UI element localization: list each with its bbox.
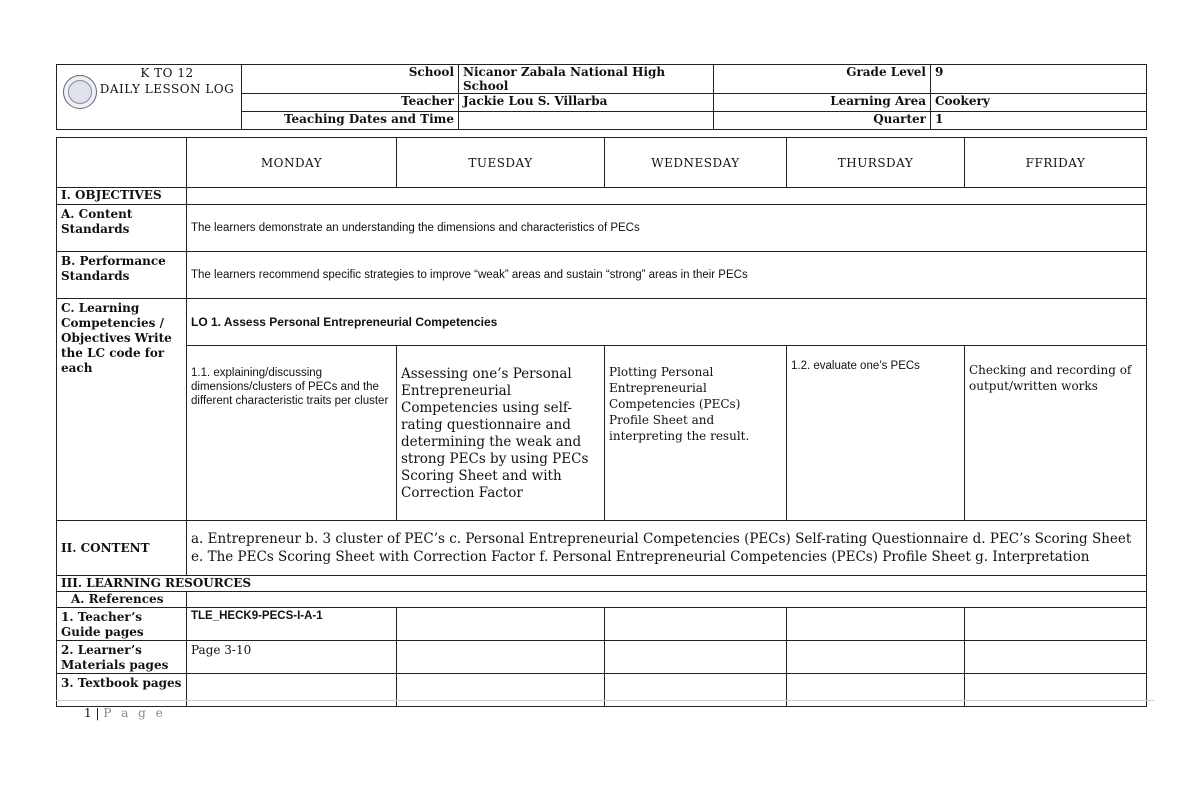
content-line1: a. Entrepreneur b. 3 cluster of PEC’s c. Personal Entrepreneurial Competencies (PECs) Self-rating Questionnaire d. PEC’s Scoring Sheet [191,531,1132,547]
footer-line [56,700,1154,701]
footer-sep: | [91,706,104,720]
learners-materials-monday: Page 3-10 [187,641,397,674]
content-text [187,521,1147,576]
content-standards-text: The learners demonstrate an understanding the dimensions and characteristics of PECs [187,205,1147,252]
performance-standards-text: The learners recommend specific strategies to improve “weak” areas and sustain “strong” areas in their PECs [187,252,1147,299]
competency-friday: Checking and recording of output/written works [965,346,1147,521]
learners-materials-row [57,641,1147,674]
references-row [57,592,1147,608]
teachers-guide-row [57,608,1147,641]
page-number: 1 [84,706,92,720]
competency-lo-row [57,299,1147,346]
page-footer [84,706,166,720]
teachers-guide-label: 1. Teacher’s Guide pages [57,608,187,641]
grade-value: 9 [931,65,1147,94]
teachers-guide-monday: TLE_HECK9-PECS-I-A-1 [187,608,397,641]
content-line2: e. The PECs Scoring Sheet with Correction Factor f. Personal Entrepreneurial Competencies (PECs) Profile Sheet g. Interpretation [191,549,1090,565]
lo-title: LO 1. Assess Personal Entrepreneurial Competencies [187,299,1147,346]
day-friday: FFRIDAY [965,138,1147,188]
quarter-label: Quarter [714,112,931,130]
quarter-value: 1 [931,112,1147,130]
dates-label: Teaching Dates and Time [242,112,459,130]
performance-standards-row [57,252,1147,299]
objectives-row [57,188,1147,205]
textbook-label: 3. Textbook pages [57,674,187,707]
competency-label: C. Learning Competencies / Objectives Write the LC code for each [57,299,187,521]
resources-heading: III. LEARNING RESOURCES [57,576,1147,592]
area-value: Cookery [931,94,1147,112]
content-row [57,521,1147,576]
day-monday: MONDAY [187,138,397,188]
content-standards-label: A. Content Standards [57,205,187,252]
day-tuesday: TUESDAY [397,138,605,188]
school-label: School [242,65,459,94]
grade-label: Grade Level [714,65,931,94]
corner-cell [57,138,187,188]
competency-days-row [57,346,1147,521]
title-line1: K TO 12 [140,66,194,80]
performance-standards-label: B. Performance Standards [57,252,187,299]
learners-materials-label: 2. Learner’s Materials pages [57,641,187,674]
title-line2: DAILY LESSON LOG [99,82,235,96]
dates-value [459,112,714,130]
competency-monday: 1.1. explaining/discussing dimensions/clusters of PECs and the different characteristic traits per cluster [187,346,397,521]
header-table-grid [56,64,1147,130]
competency-wednesday: Plotting Personal Entrepreneurial Competencies (PECs) Profile Sheet and interpreting the result. [605,346,787,521]
teacher-label: Teacher [242,94,459,112]
objectives-heading: I. OBJECTIVES [57,188,187,205]
competency-thursday: 1.2. evaluate one’s PECs [787,346,965,521]
competency-tuesday: Assessing one’s Personal Entrepreneurial Competencies using self-rating questionnaire and determining the weak and strong PECs by using PECs Scoring Sheet and with Correction Factor [397,346,605,521]
teacher-value: Jackie Lou S. Villarba [459,94,714,112]
area-label: Learning Area [714,94,931,112]
title-cell [57,65,242,130]
references-label: A. References [57,592,187,608]
deped-seal-icon [63,75,97,109]
resources-row [57,576,1147,592]
day-wednesday: WEDNESDAY [605,138,787,188]
page-label: P a g e [103,706,166,720]
textbook-row [57,674,1147,707]
school-value: Nicanor Zabala National High School [459,65,714,94]
lesson-table [56,137,1147,707]
day-thursday: THURSDAY [787,138,965,188]
content-label: II. CONTENT [57,521,187,576]
days-row [57,138,1147,188]
content-standards-row [57,205,1147,252]
